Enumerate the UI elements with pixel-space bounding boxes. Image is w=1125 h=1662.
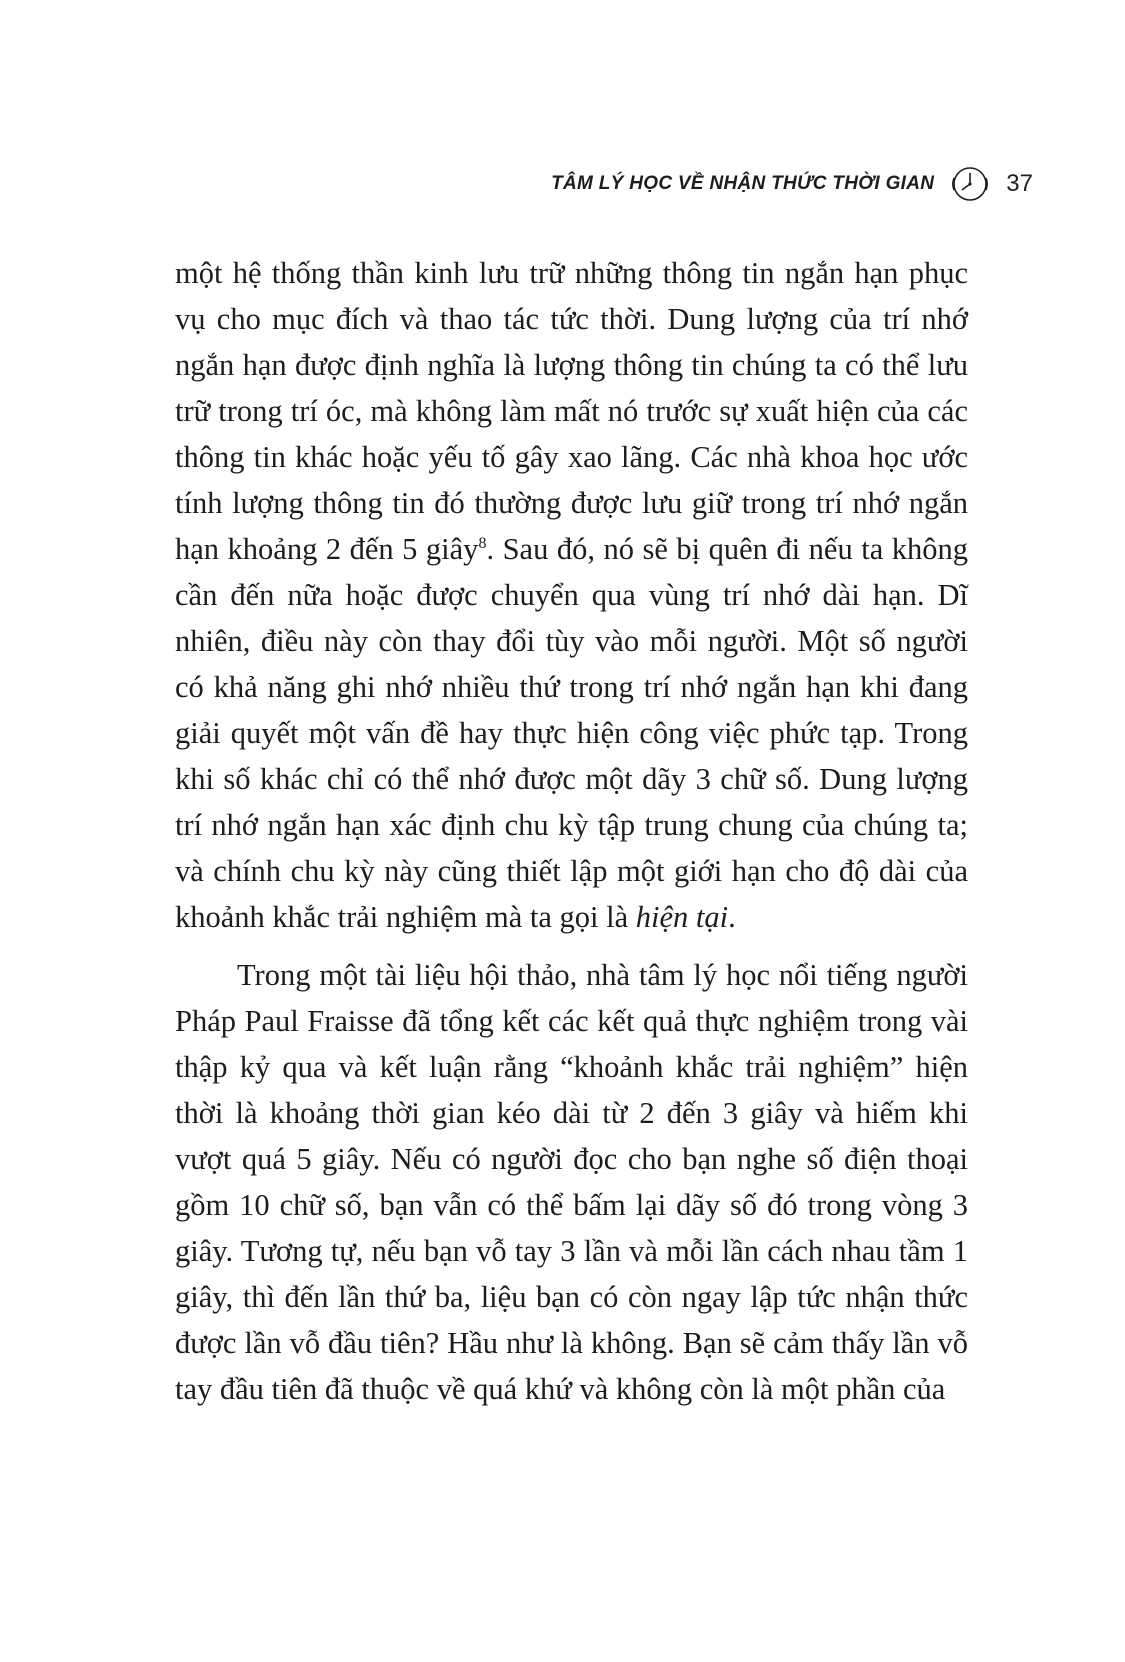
running-header bbox=[551, 160, 1033, 208]
paragraph-text: . Sau đó, nó sẽ bị quên đi nếu ta không cần đến nữa hoặc được chuyển qua vùng trí nhớ dài hạn. Dĩ nhiên, điều này còn thay đổi tùy vào mỗi người. Một số người có khả năng ghi nhớ nhiều thứ trong trí nhớ ngắn hạn khi đang giải quyết một vấn đề hay thực hiện công việc phức tạp. Trong khi số khác chỉ có thể nhớ được một dãy 3 chữ số. Dung lượng trí nhớ ngắn hạn xác định chu kỳ tập trung chung của chúng ta; và chính chu kỳ này cũng thiết lập một giới hạn cho độ dài của khoảnh khắc trải nghiệm mà ta gọi là bbox=[175, 532, 968, 934]
emphasized-term: hiện tại bbox=[635, 900, 729, 934]
clock-icon bbox=[948, 162, 992, 206]
paragraph: Trong một tài liệu hội thảo, nhà tâm lý học nổi tiếng người Pháp Paul Fraisse đã tổng kết các kết quả thực nghiệm trong vài thập kỷ qua và kết luận rằng “khoảnh khắc trải nghiệm” hiện thời là khoảng thời gian kéo dài từ 2 đến 3 giây và hiếm khi vượt quá 5 giây. Nếu có người đọc cho bạn nghe số điện thoại gồm 10 chữ số, bạn vẫn có thể bấm lại dãy số đó trong vòng 3 giây. Tương tự, nếu bạn vỗ tay 3 lần và mỗi lần cách nhau tầm 1 giây, thì đến lần thứ ba, liệu bạn có còn ngay lập tức nhận thức được lần vỗ đầu tiên? Hầu như là không. Bạn sẽ cảm thấy lần vỗ tay đầu tiên đã thuộc về quá khứ và không còn là một phần của bbox=[175, 958, 968, 1406]
paragraph-end: . bbox=[728, 900, 736, 934]
chapter-title: TÂM LÝ HỌC VỀ NHẬN THỨC THỜI GIAN bbox=[551, 173, 935, 194]
paragraph bbox=[175, 250, 968, 940]
paragraph-text: một hệ thống thần kinh lưu trữ những thông tin ngắn hạn phục vụ cho mục đích và thao tác tức thời. Dung lượng của trí nhớ ngắn hạn được định nghĩa là lượng thông tin chúng ta có thể lưu trữ trong trí óc, mà không làm mất nó trước sự xuất hiện của các thông tin khác hoặc yếu tố gây xao lãng. Các nhà khoa học ước tính lượng thông tin đó thường được lưu giữ trong trí nhớ ngắn hạn khoảng 2 đến 5 giây bbox=[175, 256, 968, 566]
body-text bbox=[175, 250, 968, 1412]
page-number: 37 bbox=[1006, 170, 1033, 197]
footnote-marker: 8 bbox=[478, 534, 487, 552]
